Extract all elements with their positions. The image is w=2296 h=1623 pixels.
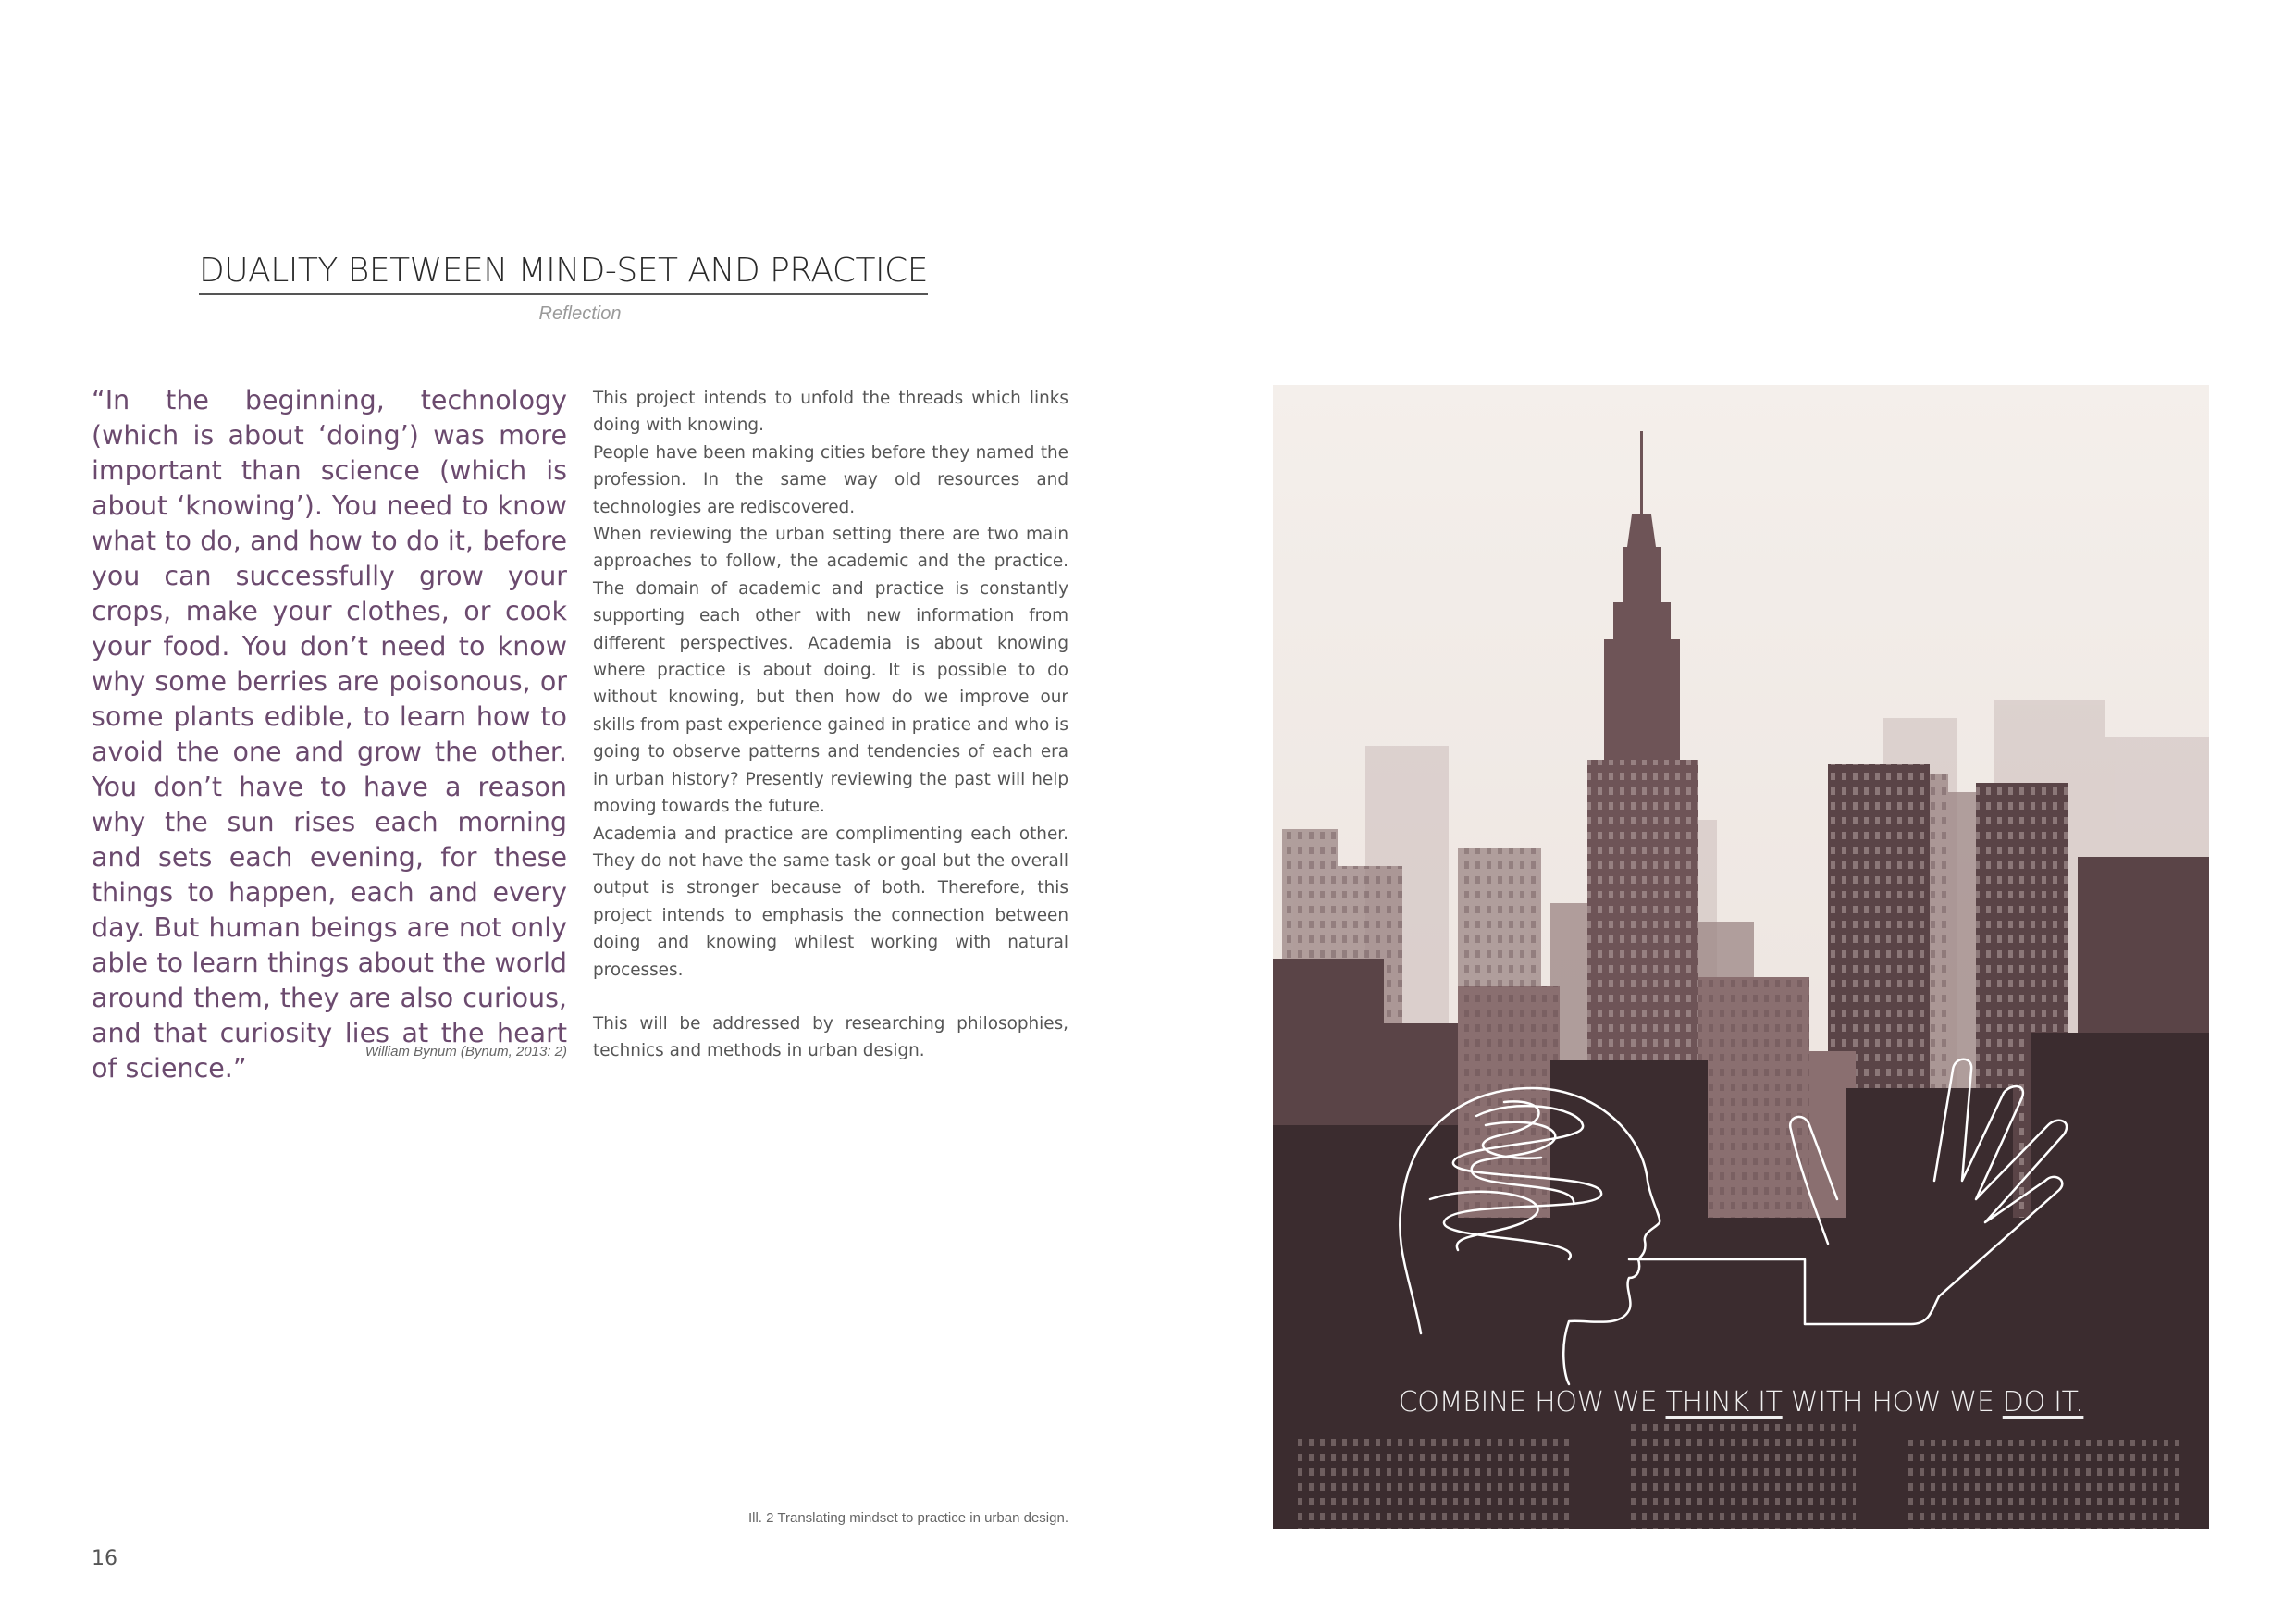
page-title: DUALITY BETWEEN MIND-SET AND PRACTICE xyxy=(199,252,928,295)
heading-block xyxy=(199,252,961,324)
body-paragraph-4: Academia and practice are complimenting each other. They do not have the same task or goal but the overall output is stronger because of both. Therefore, this project intends to emphasis the connection between doing and knowing whilest working with natural processes. xyxy=(593,824,1068,980)
motto-part-3: WITH HOW WE xyxy=(1782,1386,2003,1419)
motto-part-1: COMBINE HOW WE xyxy=(1398,1386,1666,1419)
body-paragraph-1: This project intends to unfold the threads which links doing with knowing. xyxy=(593,389,1068,436)
quote-source: William Bynum (Bynum, 2013: 2) xyxy=(364,1044,567,1059)
motto-do-it: DO IT. xyxy=(2002,1386,2084,1419)
body-text xyxy=(593,385,1068,1065)
skyline-graphic xyxy=(1273,385,2209,1529)
page-number: 16 xyxy=(92,1547,117,1570)
body-paragraph-3: When reviewing the urban setting there are two main approaches to follow, the academic and the practice. The domain of academic and practice is constantly supporting each other with new information from different perspectives. Academia is about knowing where practice is about doing. It is possible to do without knowing, but then how do we improve our skills from past experience gained in pratice and who is going to observe patterns and tendencies of each era in urban history? Presently reviewing the past will help moving towards the future. xyxy=(593,525,1068,817)
city-illustration xyxy=(1273,385,2209,1529)
figure-caption: Ill. 2 Translating mindset to practice in urban design. xyxy=(747,1510,1068,1526)
illustration-motto xyxy=(1273,1386,2209,1419)
page-subtitle: Reflection xyxy=(538,304,622,324)
quote-text: “In the beginning, technology (which is about ‘doing’) was more important than science (which is about ‘knowing’). You need to know what to do, and how to do it, before you can successfully grow your crops, make your clothes, or cook your food. You don’t need to know why some berries are poisonous, or some plants edible, to learn how to avoid the one and grow the other. You don’t have to have a reason why the sun rises each morning and sets each evening, for these things to happen, each and every day. But human beings are not only able to learn things about the world around them, they are also curious, and that curiosity lies at the heart of science.” xyxy=(92,385,567,1084)
body-paragraph-2: People have been making cities before they named the profession. In the same way old resources and technologies are rediscovered. xyxy=(593,442,1068,517)
body-paragraph-5: This will be addressed by researching philosophies, technics and methods in urban design. xyxy=(593,1013,1068,1061)
motto-think-it: THINK IT xyxy=(1665,1386,1783,1419)
